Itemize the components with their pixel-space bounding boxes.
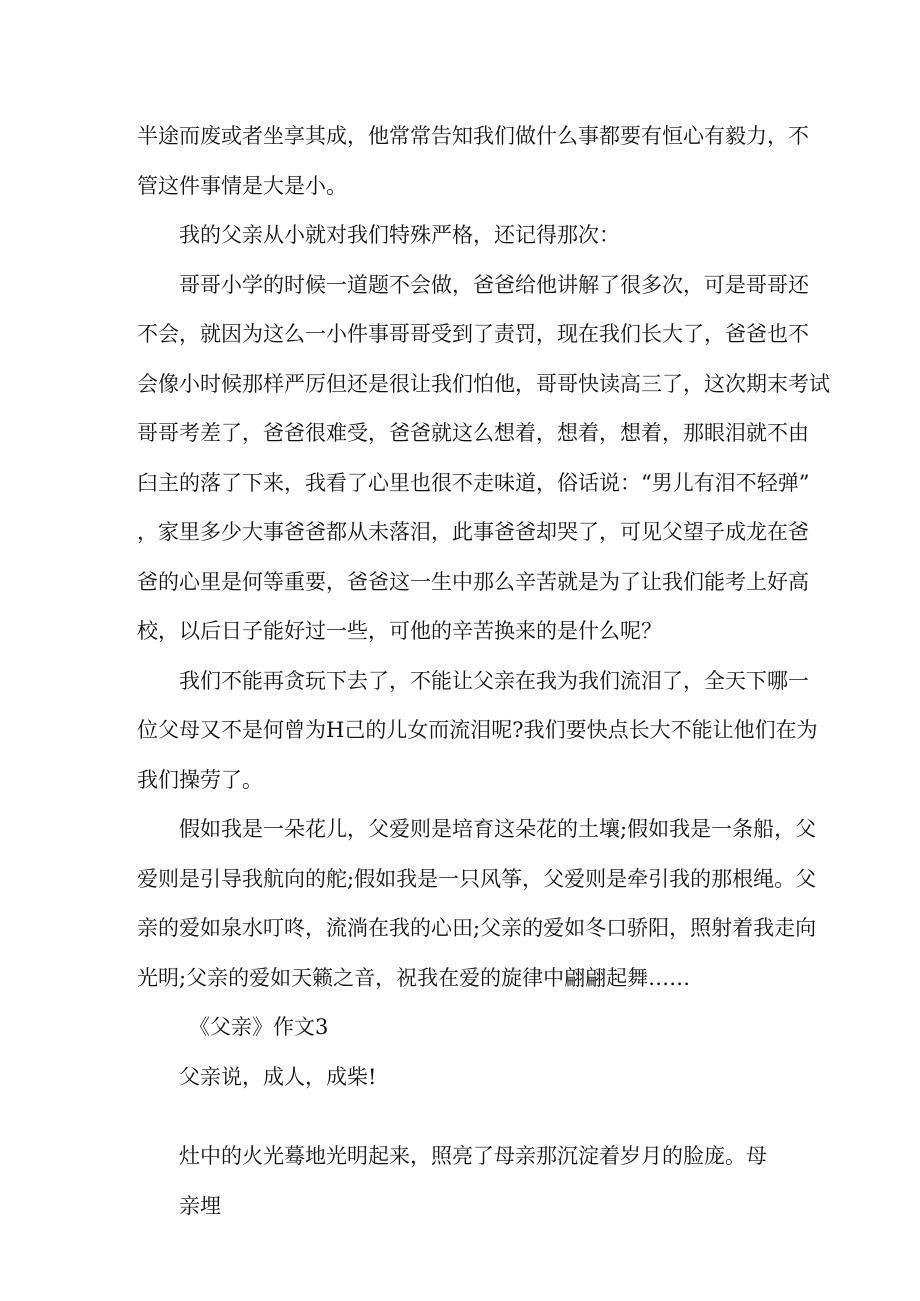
paragraph-1	[137, 112, 809, 211]
text-line: 臼主的落了下来，我看了心里也很不走味道，俗话说：“男儿有泪不轻弹”	[137, 470, 810, 495]
text-line: 光明;父亲的爱如天籁之音，祝我在爱的旋律中翩翩起舞……	[137, 965, 691, 990]
text-line: 哥哥考差了，爸爸很难受，爸爸就这么想着，想着，想着，那眼泪就不由	[137, 421, 809, 445]
text-line: 不会，就因为这么一小件事哥哥受到了责罚，现在我们长大了，爸爸也不	[137, 322, 809, 346]
short-line: 父亲说，成人，成柴!	[179, 1064, 377, 1089]
text-line: 位父母又不是何曾为H己的儿女而流泪呢?我们要快点长大不能让他们在为	[137, 718, 818, 742]
section-heading: 《父亲》作文3	[189, 1015, 329, 1039]
text-line: 校，以后日子能好过一些，可他的辛苦换来的是什么呢？	[137, 619, 662, 643]
text-line: 爱则是引导我航向的舵;假如我是一只风筝，父爱则是牵引我的那根绳。父	[137, 866, 817, 891]
text-line: 亲的爱如泉水叮咚，流淌在我的心田;父亲的爱如冬口骄阳，照射着我走向	[137, 916, 817, 940]
text-line: 哥哥小学的时候一道题不会做，爸爸给他讲解了很多次，可是哥哥还	[179, 272, 809, 297]
paragraph-5	[137, 805, 817, 1003]
paragraph-2	[137, 211, 785, 261]
text-line: 我们不能再贪玩下去了，不能让父亲在我为我们流泪了，全天下哪一	[179, 668, 809, 693]
text-line: 爸的心里是何等重要，爸爸这一生中那么辛苦就是为了让我们能考上好高	[137, 569, 809, 594]
text-line: 管这件事情是大是小。	[137, 173, 347, 198]
last-paragraph-line: 灶中的火光蓦地光明起来，照亮了母亲那沉淀着岁月的脸庞。母亲埋	[179, 1144, 767, 1218]
text-line: 半途而废或者坐享其成，他常常告知我们做什么事都要有恒心有毅力，不	[137, 124, 809, 148]
document-body	[137, 112, 830, 1231]
text-line: ，家里多少大事爸爸都从未落泪，此事爸爸却哭了，可见父望子成龙在爸	[137, 520, 809, 544]
text-line: 会像小时候那样严厉但还是很让我们怕他，哥哥快读高三了，这次期末考试	[137, 371, 830, 396]
text-line: 假如我是一朵花儿，父爱则是培育这朵花的土壤;假如我是一条船，父	[179, 817, 817, 841]
text-line: 我们操劳了。	[137, 767, 263, 792]
text-line: 我的父亲从小就对我们特殊严格，还记得那次：	[179, 223, 620, 247]
paragraph-4	[137, 657, 818, 806]
paragraph-3	[137, 261, 830, 657]
paragraph-gap	[137, 1102, 785, 1132]
